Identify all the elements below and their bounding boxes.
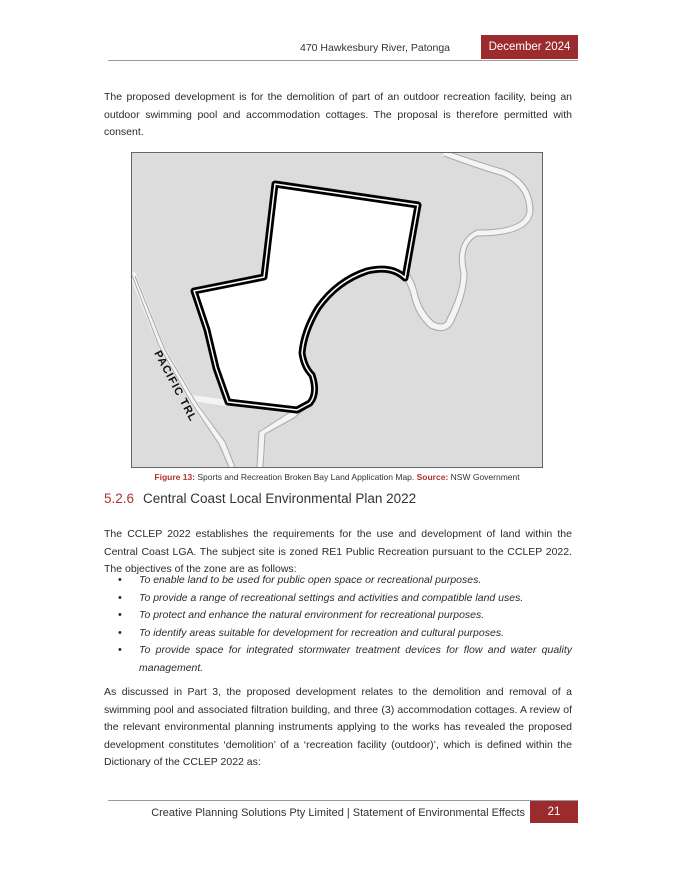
intro-paragraph: The proposed development is for the demolition of part of an outdoor recreation facility, being an outdoor swimming pool and accommodation cottages. The proposal is therefore permitted with consent. (104, 91, 572, 138)
section-heading (104, 491, 416, 506)
objective-text: To provide space for integrated stormwater treatment devices for flow and water quality management. (139, 644, 572, 674)
header-address: 470 Hawkesbury River, Patonga (300, 42, 450, 54)
footer-text: Creative Planning Solutions Pty Limited | Statement of Environmental Effects (151, 807, 525, 819)
page-number: 21 (530, 801, 578, 823)
list-item (104, 642, 572, 677)
caption-label: Figure 13: (154, 472, 196, 482)
list-item (104, 625, 572, 643)
section-number: 5.2.6 (104, 491, 135, 506)
zone-objectives-list (104, 572, 572, 677)
map-graphic (132, 153, 542, 467)
section-title: Central Coast Local Environmental Plan 2022 (143, 491, 417, 506)
figure-caption (131, 472, 543, 482)
objective-text: To provide a range of recreational settings and activities and compatible land uses. (139, 591, 524, 604)
footer-divider (108, 800, 578, 801)
caption-source: NSW Government (448, 472, 520, 482)
list-item (104, 590, 572, 608)
site-boundary (194, 184, 418, 410)
caption-source-label: Source: (416, 472, 449, 482)
list-item (104, 572, 572, 590)
bullet-icon: • (118, 644, 122, 656)
bullet-icon: • (118, 574, 122, 586)
land-application-map (131, 152, 543, 468)
bullet-icon: • (118, 609, 122, 621)
bullet-icon: • (118, 626, 122, 639)
objective-text: To identify areas suitable for development for recreation and cultural purposes. (139, 626, 504, 639)
list-item (104, 607, 572, 625)
bullet-icon: • (118, 591, 122, 604)
objective-text: To protect and enhance the natural environment for recreational purposes. (139, 609, 485, 621)
objective-text: To enable land to be used for public open space or recreational purposes. (139, 574, 482, 586)
road-label: PACIFIC TRL (151, 348, 199, 424)
discussion-paragraph: As discussed in Part 3, the proposed development relates to the demolition and removal of a swimming pool and associated filtration building, and three (3) accommodation cottages. A review of the relevant environmental planning instruments applying to the works has revealed the proposed development constitutes ‘demolition’ of a ‘recreation facility (outdoor)’, which is defined within the Dictionary of the CCLEP 2022 as: (104, 686, 572, 768)
header-date-badge: December 2024 (481, 35, 578, 59)
caption-text: Sports and Recreation Broken Bay Land Application Map. (195, 472, 417, 482)
zone-paragraph: The CCLEP 2022 establishes the requirements for the use and development of land within the Central Coast LGA. The subject site is zoned RE1 Public Recreation pursuant to the CCLEP 2022. The objectives of the zone are as follows: (104, 528, 572, 575)
header-divider (108, 60, 578, 61)
